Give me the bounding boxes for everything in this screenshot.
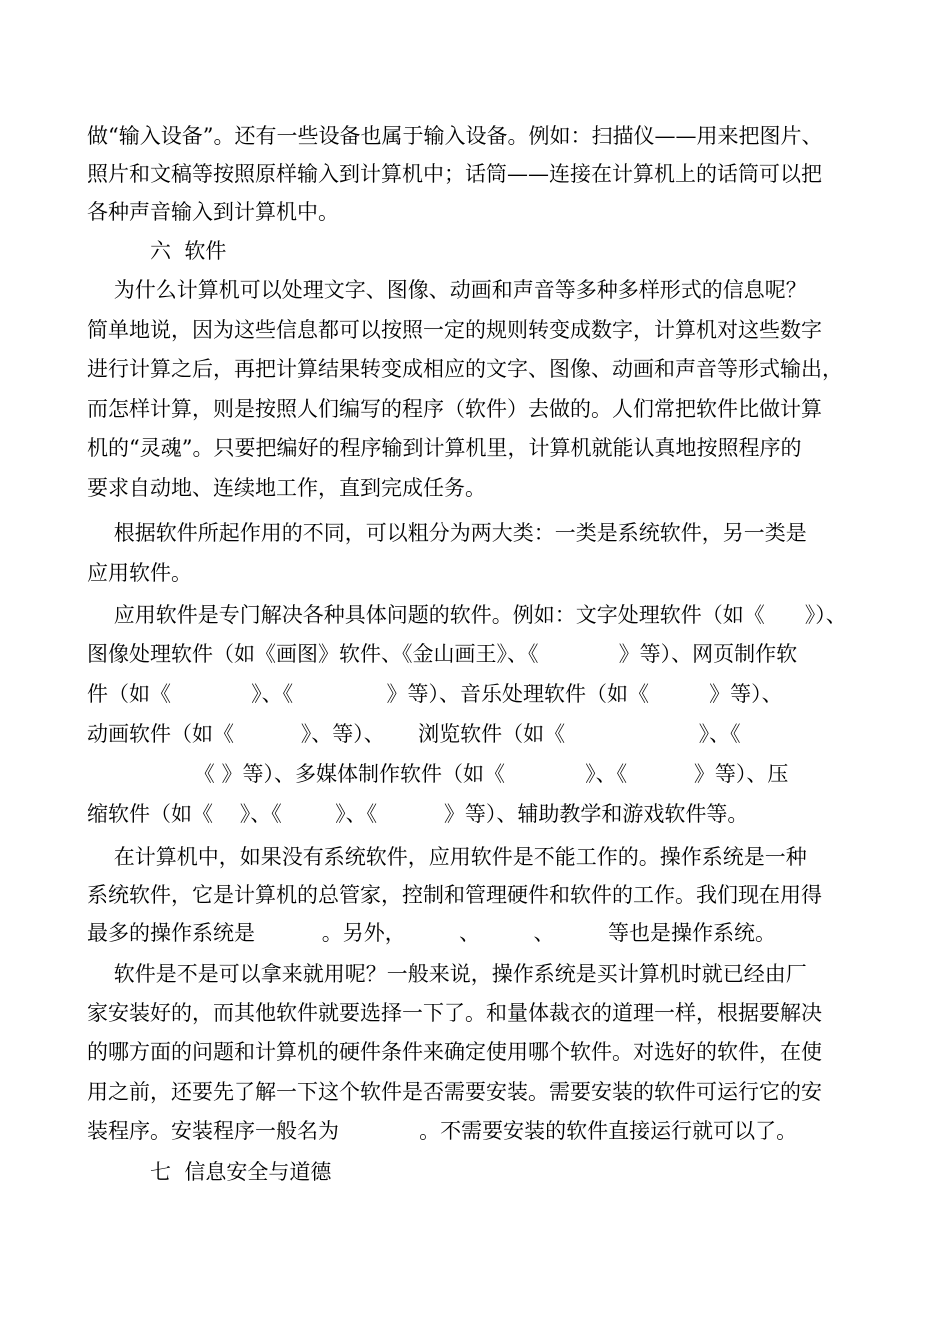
p1-line-2: 简单地说，因为这些信息都可以按照一定的规则转变成数字，计算机对这些数字 [87, 318, 822, 342]
p4-line-1: 在计算机中，如果没有系统软件，应用软件是不能工作的。操作系统是一种 [87, 845, 807, 869]
p3-line-6: 缩软件（如《 》、《 》、《 》等）、辅助教学和游戏软件等。 [87, 802, 749, 826]
p3-line-4: 动画软件（如《 》、等）、 浏览软件（如《 》、《 [87, 722, 741, 746]
p1-line-3: 进行计算之后，再把计算结果转变成相应的文字、图像、动画和声音等形式输出， [87, 357, 843, 381]
p4-line-2: 系统软件，它是计算机的总管家，控制和管理硬件和软件的工作。我们现在用得 [87, 883, 822, 907]
p5-line-3: 的哪方面的问题和计算机的硬件条件来确定使用哪个软件。对选好的软件，在使 [87, 1040, 822, 1064]
intro-line-1: 做“输入设备”。还有一些设备也属于输入设备。例如：扫描仪——用来把图片、 [87, 124, 823, 148]
p1-line-1: 为什么计算机可以处理文字、图像、动画和声音等多种多样形式的信息呢？ [87, 278, 807, 302]
p3-line-1: 应用软件是专门解决各种具体问题的软件。例如：文字处理软件（如《 》）、 [87, 603, 847, 627]
p5-line-2: 家安装好的，而其他软件就要选择一下了。和量体裁衣的道理一样，根据要解决 [87, 1001, 822, 1025]
section-heading-six: 六 软件 [150, 239, 227, 263]
p1-line-5: 机的“灵魂”。只要把编好的程序输到计算机里，计算机就能认真地按照程序的 [87, 436, 802, 460]
intro-line-2: 照片和文稿等按照原样输入到计算机中；话筒——连接在计算机上的话筒可以把 [87, 162, 822, 186]
p2-line-1: 根据软件所起作用的不同，可以粗分为两大类：一类是系统软件，另一类是 [87, 521, 807, 545]
p4-line-3: 最多的操作系统是 。另外， 、 、 等也是操作系统。 [87, 921, 776, 945]
p5-line-5: 装程序。安装程序一般名为 。不需要安装的软件直接运行就可以了。 [87, 1119, 798, 1143]
p3-line-5: 《 》等）、多媒体制作软件（如《 》、《 》等）、压 [87, 762, 789, 786]
intro-line-3: 各种声音输入到计算机中。 [87, 200, 339, 224]
p3-line-2: 图像处理软件（如《画图》软件、《金山画王》、《 》等）、网页制作软 [87, 642, 798, 666]
p5-line-1: 软件是不是可以拿来就用呢？一般来说，操作系统是买计算机时就已经由厂 [87, 962, 807, 986]
p2-line-2: 应用软件。 [87, 561, 192, 585]
p1-line-6: 要求自动地、连续地工作，直到完成任务。 [87, 476, 486, 500]
section-heading-seven: 七 信息安全与道德 [150, 1160, 332, 1184]
p5-line-4: 用之前，还要先了解一下这个软件是否需要安装。需要安装的软件可运行它的安 [87, 1080, 822, 1104]
p1-line-4: 而怎样计算，则是按照人们编写的程序（软件）去做的。人们常把软件比做计算 [87, 397, 822, 421]
p3-line-3: 件（如《 》、《 》等）、音乐处理软件（如《 》等）、 [87, 682, 783, 706]
